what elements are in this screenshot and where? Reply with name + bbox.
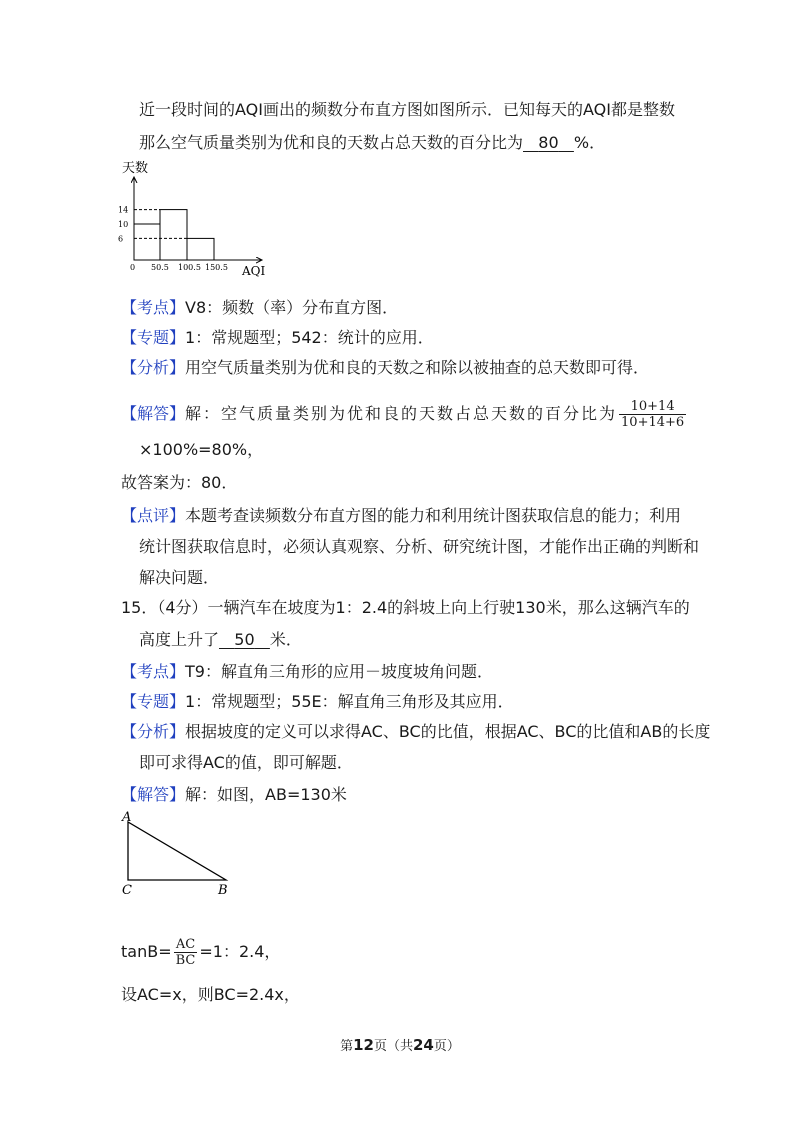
footer-post: 页） — [433, 1039, 460, 1054]
q14-dianping-line2: 统计图获取信息时，必须认真观察、分析、研究统计图，才能作出正确的判断和 — [139, 537, 700, 556]
q14-text-line1: 近一段时间的AQI画出的频数分布直方图如图所示．已知每天的AQI都是整数 — [139, 100, 675, 119]
right-triangle-diagram — [118, 810, 248, 900]
x-tick-label: 0 — [130, 263, 136, 272]
q14-question-suffix: %． — [573, 133, 606, 152]
fenxi-text: 用空气质量类别为优和良的天数之和除以被抽查的总天数即可得． — [185, 358, 650, 377]
q15-jieda — [121, 785, 347, 805]
page-footer — [0, 1035, 800, 1054]
y-tick-label: 10 — [118, 220, 129, 229]
q15-question-text: 高度上升了 — [139, 630, 220, 649]
q15-text-line2 — [139, 630, 302, 650]
q14-kaodian — [121, 298, 398, 318]
fenxi-text: 根据坡度的定义可以求得AC、BC的比值，根据AC、BC的比值和AB的长度 — [185, 722, 711, 741]
q15-zhuanti — [121, 692, 514, 712]
fenxi-tag: 【分析】 — [121, 358, 186, 377]
vertex-a-label: A — [122, 810, 132, 825]
fraction-numerator: 10+14 — [619, 399, 686, 415]
q14-text-line2 — [139, 133, 605, 153]
zhuanti-text: 1：常规题型；55E：解直角三角形及其应用． — [185, 692, 514, 711]
tan-numerator: AC — [174, 937, 198, 953]
q14-answer-blank — [523, 133, 574, 153]
jieda-text: 解：如图，AB=130米 — [185, 785, 347, 804]
zhuanti-tag: 【专题】 — [121, 328, 186, 347]
q15-answer-blank — [219, 630, 270, 650]
footer-mid: 页（共 — [373, 1039, 413, 1054]
tan-prefix: tanB= — [121, 942, 172, 961]
kaodian-tag: 【考点】 — [121, 298, 186, 317]
fraction-denominator: 10+14+6 — [621, 415, 685, 430]
dianping-tag: 【点评】 — [121, 506, 186, 525]
kaodian-tag: 【考点】 — [121, 662, 186, 681]
histogram-bar — [187, 238, 214, 260]
x-tick-label: 150.5 — [205, 263, 228, 272]
kaodian-text: V8：频数（率）分布直方图． — [185, 298, 399, 317]
jieda-tag: 【解答】 — [121, 785, 186, 804]
kaodian-text: T9：解直角三角形的应用－坡度坡角问题． — [185, 662, 493, 681]
x-axis-label: AQI — [242, 264, 266, 278]
footer-page-number: 12 — [353, 1036, 374, 1054]
footer-pre: 第 — [340, 1039, 354, 1054]
q14-dianping-line3: 解决问题． — [139, 568, 220, 587]
histogram-chart — [112, 155, 282, 280]
tan-denominator: BC — [175, 953, 196, 968]
footer-total-pages: 24 — [413, 1036, 434, 1054]
x-tick-label: 50.5 — [151, 263, 169, 272]
jieda-text: 解：空气质量类别为优和良的天数占总天数的百分比为 — [185, 404, 618, 423]
q15-let-line: 设AC=x，则BC=2.4x， — [121, 985, 300, 1004]
q14-answer-line: 故答案为：80． — [121, 473, 238, 492]
zhuanti-text: 1：常规题型；542：统计的应用． — [185, 328, 434, 347]
tan-fraction — [174, 937, 198, 968]
fenxi-tag: 【分析】 — [121, 722, 186, 741]
q14-dianping — [121, 506, 681, 526]
q14-zhuanti — [121, 328, 434, 348]
histogram-bar — [160, 210, 187, 260]
fraction — [619, 399, 686, 430]
zhuanti-tag: 【专题】 — [121, 692, 186, 711]
y-tick-labels — [118, 206, 128, 244]
triangle-abc — [128, 822, 226, 880]
dianping-text: 本题考查读频数分布直方图的能力和利用统计图获取信息的能力；利用 — [185, 506, 682, 525]
histogram-bar — [134, 224, 160, 260]
q14-fenxi — [121, 358, 649, 378]
y-tick-label: 6 — [118, 234, 124, 244]
tan-suffix: =1：2.4， — [199, 942, 281, 961]
q15-fenxi — [121, 722, 710, 742]
q15-fenxi-line2: 即可求得AC的值，即可解题． — [139, 753, 353, 772]
vertex-c-label: C — [122, 883, 132, 898]
q14-question-text: 那么空气质量类别为优和良的天数占总天数的百分比为 — [139, 133, 524, 152]
q15-answer: 50 — [234, 630, 255, 649]
q15-text-line1: 15．（4分）一辆汽车在坡度为1：2.4的斜坡上向上行驶130米，那么这辆汽车的 — [121, 598, 690, 617]
vertex-b-label: B — [218, 883, 228, 898]
q15-tan-line — [121, 932, 280, 972]
q14-jieda — [121, 394, 688, 434]
q14-jieda-line2: ×100%=80%， — [139, 440, 264, 459]
q15-question-suffix: 米． — [269, 630, 302, 649]
histogram-bars — [134, 210, 214, 260]
x-tick-label: 100.5 — [178, 263, 201, 272]
y-tick-label: 14 — [118, 205, 129, 215]
jieda-tag: 【解答】 — [121, 404, 186, 423]
y-axis-label: 天数 — [122, 161, 149, 176]
x-tick-labels — [130, 263, 228, 272]
q15-kaodian — [121, 662, 493, 682]
q14-answer: 80 — [538, 133, 559, 152]
